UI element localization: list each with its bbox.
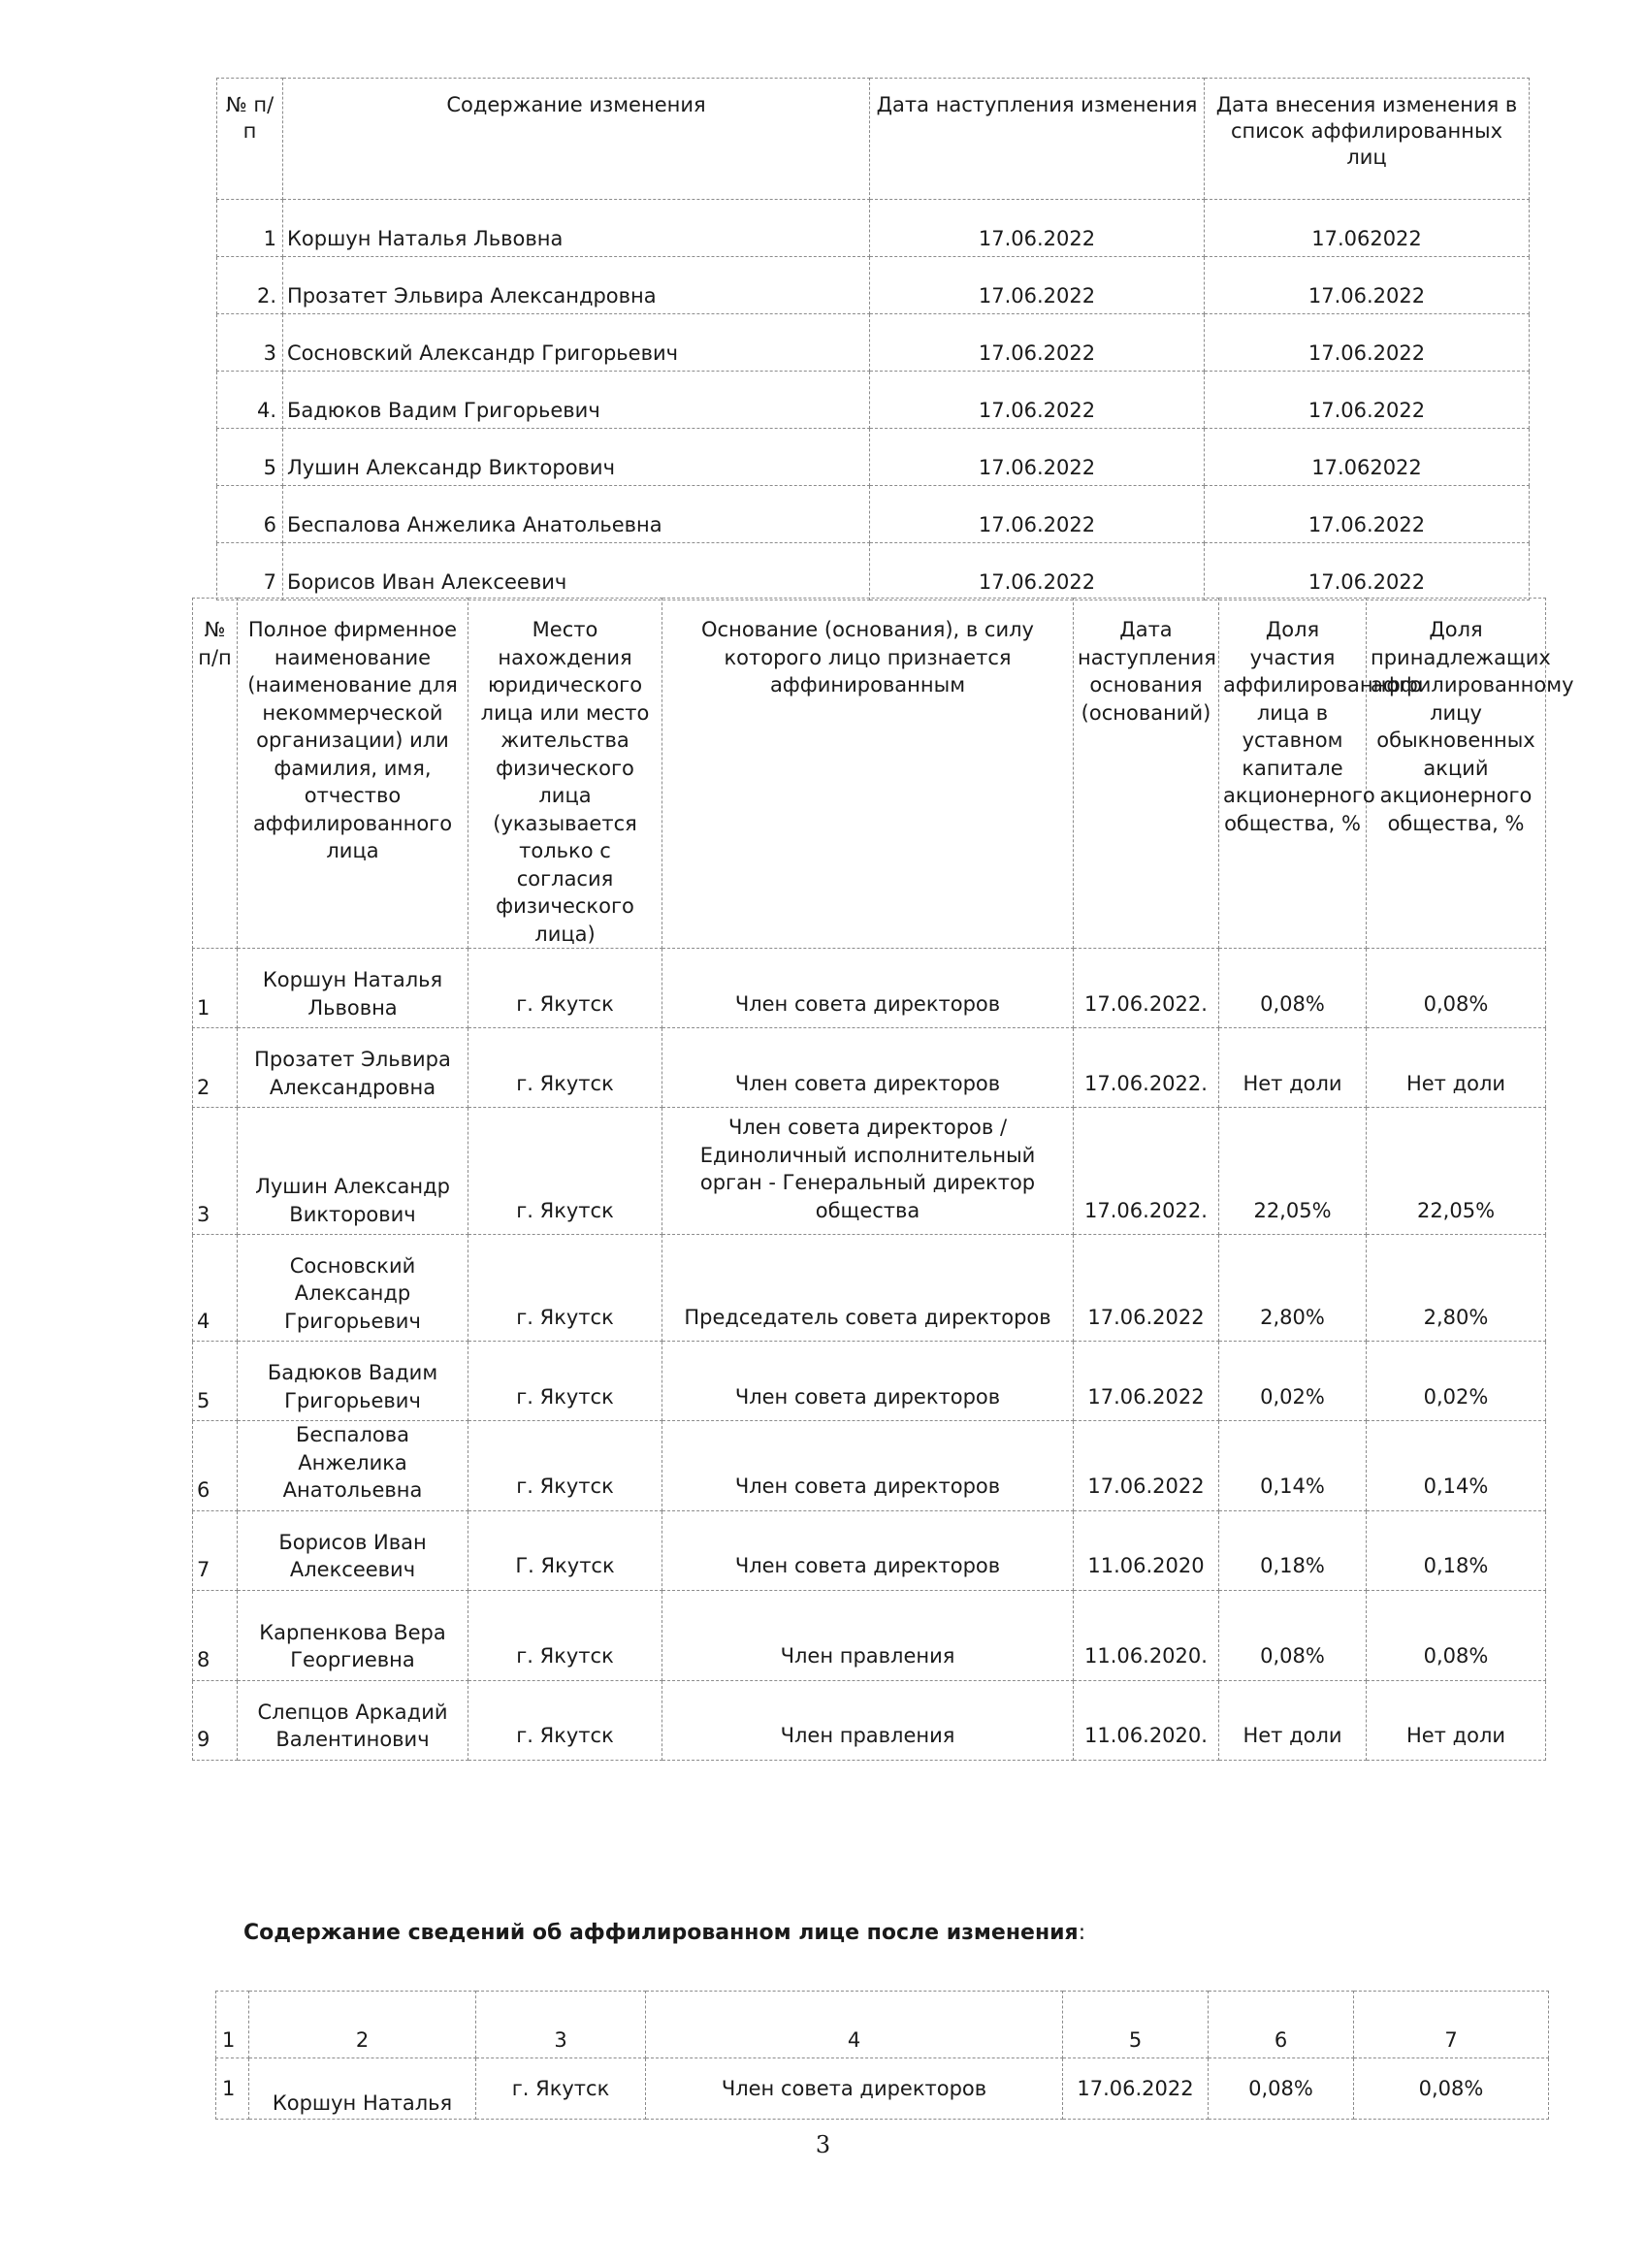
header-date-occurred: Дата наступления изменения xyxy=(870,79,1205,200)
cell-basis-date: 17.06.2022 xyxy=(1074,1342,1219,1421)
cell-date-occurred: 17.06.2022 xyxy=(870,372,1205,429)
affiliates-table xyxy=(192,598,1574,1761)
table-row xyxy=(217,486,1530,543)
cell-date-entered: 17.062022 xyxy=(1205,200,1530,257)
table-row xyxy=(217,543,1530,600)
cell-date-entered: 17.06.2022 xyxy=(1205,314,1530,372)
column-number: 4 xyxy=(646,1992,1063,2058)
cell-content: Борисов Иван Алексеевич xyxy=(283,543,870,600)
cell-location: г. Якутск xyxy=(468,1421,662,1511)
table-row xyxy=(193,1235,1546,1342)
cell-num: 4 xyxy=(193,1235,238,1342)
header-num: № п/п xyxy=(193,599,238,949)
table-row xyxy=(193,1028,1546,1108)
cell-location: Г. Якутск xyxy=(468,1510,662,1590)
table-row xyxy=(193,1680,1546,1760)
cell-date-occurred: 17.06.2022 xyxy=(870,257,1205,314)
cell-date-occurred: 17.06.2022 xyxy=(870,486,1205,543)
cell-basis: Член совета директоров xyxy=(662,1342,1074,1421)
cell-content: Прозатет Эльвира Александровна xyxy=(283,257,870,314)
column-number: 3 xyxy=(476,1992,646,2058)
cell-basis-date: 17.06.2022. xyxy=(1074,1028,1219,1108)
after-change-table xyxy=(215,1991,1549,2120)
column-number: 5 xyxy=(1063,1992,1209,2058)
cell-name: Слепцов Аркадий Валентинович xyxy=(238,1680,468,1760)
cell-location: г. Якутск xyxy=(476,2058,646,2120)
cell-num: 3 xyxy=(193,1108,238,1235)
cell-basis: Член совета директоров xyxy=(662,949,1074,1028)
header-name: Полное фирменное наименование (наименование для некоммерческой организации) или фамилия, имя, отчество аффилированного лица xyxy=(238,599,468,949)
cell-capital-share: 22,05% xyxy=(1219,1108,1367,1235)
cell-name: Сосновский Александр Григорьевич xyxy=(238,1235,468,1342)
cell-shares-share: 0,08% xyxy=(1367,949,1546,1028)
header-basis-date: Дата наступления основания (оснований) xyxy=(1074,599,1219,949)
cell-num: 2 xyxy=(193,1028,238,1108)
cell-date-occurred: 17.06.2022 xyxy=(870,429,1205,486)
column-number: 1 xyxy=(216,1992,249,2058)
header-capital-share: Доля участия аффилированного лица в уставном капитале акционерного общества, % xyxy=(1219,599,1367,949)
page-number: 3 xyxy=(815,2131,831,2158)
cell-shares-share: 0,18% xyxy=(1367,1510,1546,1590)
cell-num: 2. xyxy=(217,257,283,314)
cell-name: Беспалова Анжелика Анатольевна xyxy=(238,1421,468,1511)
column-number: 6 xyxy=(1209,1992,1354,2058)
cell-location: г. Якутск xyxy=(468,1028,662,1108)
cell-num: 7 xyxy=(217,543,283,600)
changes-table xyxy=(216,78,1530,600)
cell-num: 3 xyxy=(217,314,283,372)
cell-basis-date: 17.06.2022. xyxy=(1074,1108,1219,1235)
after-change-heading xyxy=(243,1921,1085,1945)
cell-name: Карпенкова Вера Георгиевна xyxy=(238,1590,468,1680)
cell-name: Прозатет Эльвира Александровна xyxy=(238,1028,468,1108)
cell-basis: Член совета директоров xyxy=(662,1421,1074,1511)
header-location: Место нахождения юридического лица или место жительства физического лица (указывается только с согласия физического лица) xyxy=(468,599,662,949)
cell-date-entered: 17.06.2022 xyxy=(1205,372,1530,429)
cell-num: 1 xyxy=(216,2058,249,2120)
affiliates-table-header xyxy=(193,599,1546,949)
cell-num: 1 xyxy=(193,949,238,1028)
cell-shares-share: 22,05% xyxy=(1367,1108,1546,1235)
cell-basis-date: 17.06.2022 xyxy=(1063,2058,1209,2120)
column-number: 2 xyxy=(249,1992,476,2058)
cell-shares-share: 0,08% xyxy=(1354,2058,1549,2120)
cell-num: 6 xyxy=(193,1421,238,1511)
cell-shares-share: Нет доли xyxy=(1367,1028,1546,1108)
header-date-entered: Дата внесения изменения в список аффилированных лиц xyxy=(1205,79,1530,200)
table-row xyxy=(217,257,1530,314)
table-row xyxy=(217,429,1530,486)
header-num: № п/п xyxy=(217,79,283,200)
cell-basis-date: 17.06.2022 xyxy=(1074,1421,1219,1511)
cell-location: г. Якутск xyxy=(468,1680,662,1760)
cell-num: 9 xyxy=(193,1680,238,1760)
cell-capital-share: 0,02% xyxy=(1219,1342,1367,1421)
cell-location: г. Якутск xyxy=(468,1342,662,1421)
cell-date-occurred: 17.06.2022 xyxy=(870,314,1205,372)
cell-num: 5 xyxy=(217,429,283,486)
cell-basis: Член совета директоров xyxy=(646,2058,1063,2120)
cell-num: 5 xyxy=(193,1342,238,1421)
cell-num: 4. xyxy=(217,372,283,429)
cell-date-entered: 17.062022 xyxy=(1205,429,1530,486)
table-row xyxy=(217,200,1530,257)
cell-content: Бадюков Вадим Григорьевич xyxy=(283,372,870,429)
cell-name: Бадюков Вадим Григорьевич xyxy=(238,1342,468,1421)
cell-basis: Член правления xyxy=(662,1680,1074,1760)
cell-basis-date: 17.06.2022. xyxy=(1074,949,1219,1028)
cell-location: г. Якутск xyxy=(468,1590,662,1680)
cell-capital-share: 2,80% xyxy=(1219,1235,1367,1342)
cell-name: Коршун Наталья Львовна xyxy=(238,949,468,1028)
cell-shares-share: 0,02% xyxy=(1367,1342,1546,1421)
cell-date-entered: 17.06.2022 xyxy=(1205,486,1530,543)
cell-basis: Председатель совета директоров xyxy=(662,1235,1074,1342)
cell-name: Коршун Наталья xyxy=(249,2058,476,2120)
cell-num: 7 xyxy=(193,1510,238,1590)
table-row xyxy=(217,372,1530,429)
cell-capital-share: Нет доли xyxy=(1219,1028,1367,1108)
table-row xyxy=(193,1590,1546,1680)
cell-num: 1 xyxy=(217,200,283,257)
cell-date-occurred: 17.06.2022 xyxy=(870,543,1205,600)
cell-basis: Член совета директоров xyxy=(662,1028,1074,1108)
header-shares-share: Доля принадлежащих аффилированному лицу обыкновенных акций акционерного общества, % xyxy=(1367,599,1546,949)
table-row xyxy=(193,1108,1546,1235)
cell-num: 8 xyxy=(193,1590,238,1680)
after-change-row xyxy=(216,2058,1549,2120)
cell-basis: Член совета директоров / Единоличный исполнительный орган - Генеральный директор общества xyxy=(662,1108,1074,1235)
cell-capital-share: 0,18% xyxy=(1219,1510,1367,1590)
cell-content: Коршун Наталья Львовна xyxy=(283,200,870,257)
cell-basis-date: 17.06.2022 xyxy=(1074,1235,1219,1342)
cell-basis: Член правления xyxy=(662,1590,1074,1680)
cell-location: г. Якутск xyxy=(468,1235,662,1342)
after-change-heading-suffix: : xyxy=(1078,1921,1086,1945)
cell-shares-share: 0,08% xyxy=(1367,1590,1546,1680)
affiliates-table-body xyxy=(193,949,1546,1761)
cell-location: г. Якутск xyxy=(468,1108,662,1235)
cell-capital-share: Нет доли xyxy=(1219,1680,1367,1760)
cell-capital-share: 0,08% xyxy=(1219,1590,1367,1680)
table-row xyxy=(193,949,1546,1028)
cell-content: Лушин Александр Викторович xyxy=(283,429,870,486)
table-row xyxy=(193,1342,1546,1421)
cell-basis-date: 11.06.2020. xyxy=(1074,1680,1219,1760)
cell-basis-date: 11.06.2020. xyxy=(1074,1590,1219,1680)
cell-num: 6 xyxy=(217,486,283,543)
cell-date-entered: 17.06.2022 xyxy=(1205,543,1530,600)
cell-basis-date: 11.06.2020 xyxy=(1074,1510,1219,1590)
table-row xyxy=(193,1510,1546,1590)
cell-shares-share: 2,80% xyxy=(1367,1235,1546,1342)
header-content: Содержание изменения xyxy=(283,79,870,200)
cell-capital-share: 0,08% xyxy=(1209,2058,1354,2120)
cell-content: Беспалова Анжелика Анатольевна xyxy=(283,486,870,543)
after-change-heading-text: Содержание сведений об аффилированном лице после изменения xyxy=(243,1921,1079,1945)
cell-shares-share: 0,14% xyxy=(1367,1421,1546,1511)
cell-date-occurred: 17.06.2022 xyxy=(870,200,1205,257)
cell-name: Лушин Александр Викторович xyxy=(238,1108,468,1235)
cell-location: г. Якутск xyxy=(468,949,662,1028)
changes-table-header xyxy=(217,79,1530,200)
cell-capital-share: 0,08% xyxy=(1219,949,1367,1028)
cell-name: Борисов Иван Алексеевич xyxy=(238,1510,468,1590)
header-basis: Основание (основания), в силу которого лицо признается аффинированным xyxy=(662,599,1074,949)
cell-date-entered: 17.06.2022 xyxy=(1205,257,1530,314)
cell-content: Сосновский Александр Григорьевич xyxy=(283,314,870,372)
column-numbers-row xyxy=(216,1992,1549,2058)
cell-basis: Член совета директоров xyxy=(662,1510,1074,1590)
table-row xyxy=(217,314,1530,372)
cell-shares-share: Нет доли xyxy=(1367,1680,1546,1760)
changes-table-body xyxy=(217,200,1530,600)
table-row xyxy=(193,1421,1546,1511)
column-number: 7 xyxy=(1354,1992,1549,2058)
cell-capital-share: 0,14% xyxy=(1219,1421,1367,1511)
